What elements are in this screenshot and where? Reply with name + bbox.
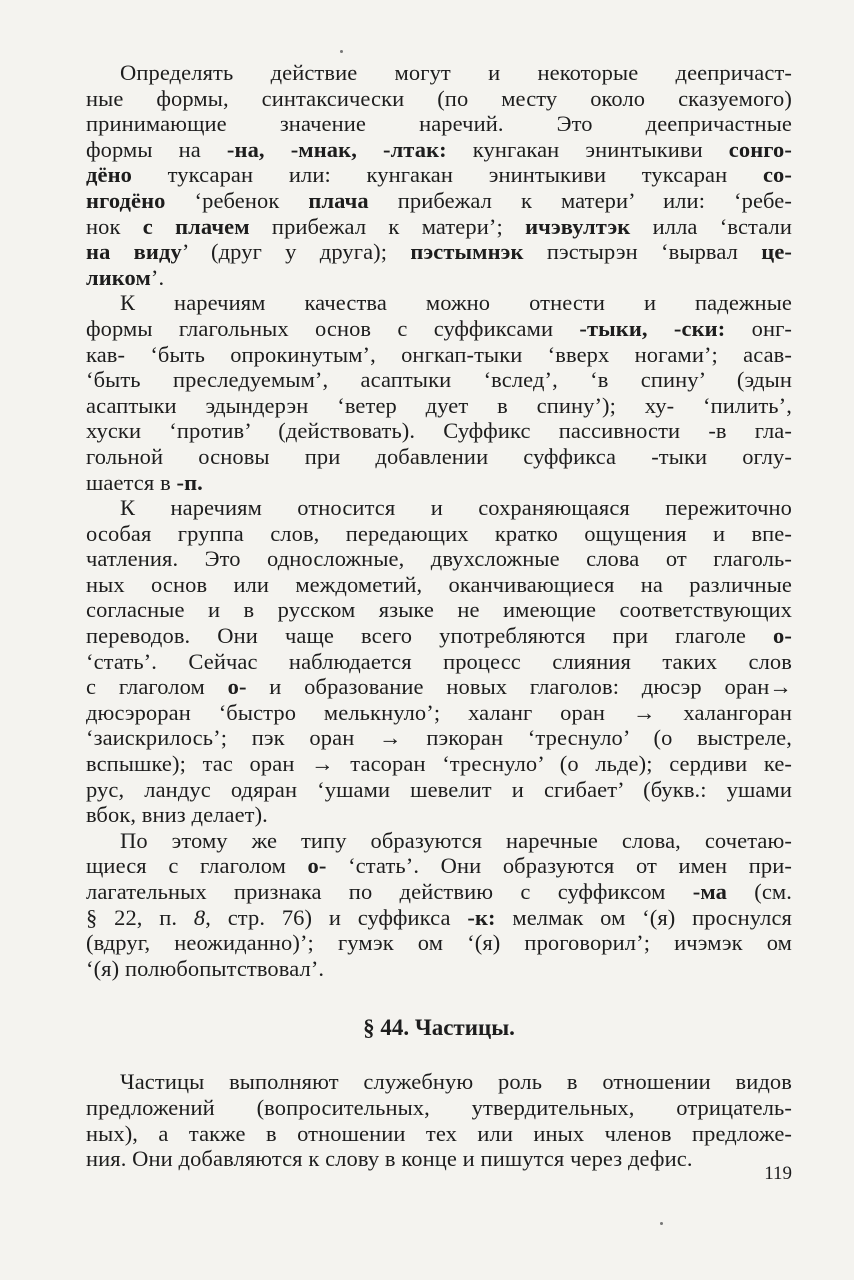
text-run: ’ (друг у друга); (181, 239, 411, 265)
text-run: предложений (вопросительных, утвердительных, отрицатель- (86, 1094, 792, 1120)
text-run: § 22, п. (86, 904, 194, 930)
text-line (86, 879, 792, 905)
text-run: ных основ или междометий, оканчивающиеся на различные (86, 571, 792, 597)
bold-term: с плачем (142, 213, 250, 239)
text-line (86, 674, 792, 700)
text-line (86, 1095, 792, 1121)
text-run: и образование новых глаголов: дюсэр оран→ (246, 674, 792, 700)
text-run: туксаран или: кунгакан энинтыкиви туксаран (131, 162, 763, 188)
print-speck (660, 1222, 663, 1225)
text-run: принимающие значение наречий. Это деепричастные (86, 111, 792, 137)
text-line (86, 137, 792, 163)
text-run: прибежал к матери’; (249, 213, 526, 239)
text-line (86, 1069, 792, 1095)
text-line (86, 470, 792, 496)
text-run: , стр. 76) и суффикса (205, 904, 468, 930)
document-page (86, 60, 792, 1172)
text-run: асаптыки эдындерэн ‘ветер дует в спину’); ху- ‘пилить’, (86, 392, 792, 418)
text-run: кав- ‘быть опрокинутым’, онгкап-тыки ‘вверх ногами’; асав- (86, 341, 792, 367)
paragraph (86, 495, 792, 828)
text-run: вспышке); тас оран → тасоран ‘треснуло’ (о льде); сердиви ке- (86, 751, 792, 777)
bold-term: о- (773, 623, 792, 649)
text-line (86, 905, 792, 931)
text-line (86, 265, 792, 291)
bold-term: со- (762, 162, 792, 188)
bold-term: о- (307, 853, 327, 879)
text-line (86, 546, 792, 572)
text-run: (см. (726, 879, 792, 904)
page-number: 119 (764, 1163, 792, 1184)
text-run: К наречиям относится и сохраняющаяся пережиточно (120, 495, 792, 521)
text-run: По этому же типу образуются наречные слова, сочетаю- (120, 827, 792, 853)
text-run: пэстырэн ‘вырвал (523, 239, 762, 265)
bold-term: на виду (86, 239, 182, 265)
text-run: с глаголом (86, 674, 228, 700)
text-run: чатления. Это односложные, двухсложные слова от глаголь- (86, 546, 792, 572)
text-run: ‘стать’. Они образуются от имен при- (326, 853, 792, 879)
bold-term: сонго- (728, 136, 792, 162)
text-line (86, 956, 792, 982)
text-line (86, 828, 792, 854)
text-run: особая группа слов, передающих кратко ощущения и впе- (86, 520, 792, 546)
text-line (86, 777, 792, 803)
text-line (86, 521, 792, 547)
text-line (86, 1146, 792, 1172)
text-run: ния. Они добавляются к слову в конце и пишутся через дефис. (86, 1146, 693, 1172)
text-run: (вдруг, неожиданно)’; гумэк ом ‘(я) проговорил’; ичэмэк ом (86, 930, 792, 956)
text-run: кунгакан энинтыкиви (446, 136, 729, 162)
bold-term: нгодёно (86, 187, 166, 213)
text-run: рус, ландус одяран ‘ушами шевелит и сгибает’ (букв.: ушами (86, 776, 792, 802)
text-line (86, 367, 792, 393)
paragraph (86, 60, 792, 290)
text-run: мелмак ом ‘(я) проснулся (495, 904, 792, 930)
bold-term: -тыки, -ски: (579, 315, 726, 341)
paragraph (86, 290, 792, 495)
text-run: Частицы выполняют служебную роль в отношении видов (120, 1069, 792, 1095)
text-line (86, 751, 792, 777)
italic-term: 8 (193, 904, 206, 930)
paragraph (86, 828, 792, 982)
text-run: согласные и в русском языке не имеющие соответствующих (86, 597, 792, 623)
text-line (86, 342, 792, 368)
text-run: щиеся с глаголом (86, 853, 308, 879)
text-run: ‘быть преследуемым’, асаптыки ‘вслед’, ‘в спину’ (эдын (86, 367, 792, 393)
print-speck (340, 50, 343, 53)
text-run: формы на (86, 136, 227, 162)
text-run: К наречиям качества можно отнести и падежные (120, 290, 792, 316)
text-line (86, 623, 792, 649)
text-run: Определять действие могут и некоторые деепричаст- (120, 60, 792, 85)
bold-term: пэстымнэк (410, 239, 524, 265)
bold-term: -к: (467, 904, 496, 930)
text-run: ‘(я) полюбопытствовал’. (86, 955, 325, 981)
text-line (86, 111, 792, 137)
text-run: вбок, вниз делает). (86, 802, 268, 828)
text-run: ‘ребенок (165, 187, 309, 213)
text-line (86, 649, 792, 675)
text-line (86, 597, 792, 623)
text-run: илла ‘встали (630, 213, 792, 239)
text-line (86, 700, 792, 726)
text-line (86, 1121, 792, 1147)
text-line (86, 214, 792, 240)
text-run: ‘стать’. Сейчас наблюдается процесс слияния таких слов (86, 648, 792, 674)
text-run: ’. (150, 264, 165, 290)
paragraph (86, 1069, 792, 1171)
text-line (86, 930, 792, 956)
bold-term: дёно (86, 162, 132, 188)
text-run: формы глагольных основ с суффиксами (86, 315, 580, 341)
text-line (86, 86, 792, 112)
text-run: хуски ‘против’ (действовать). Суффикс пассивности -в гла- (86, 418, 792, 444)
text-line (86, 60, 792, 86)
text-run: ‘заискрилось’; пэк оран → пэкоран ‘треснуло’ (о выстреле, (86, 725, 792, 751)
text-run: лагательных признака по действию с суффиксом (86, 879, 693, 904)
text-line (86, 393, 792, 419)
bold-term: плача (308, 187, 369, 213)
text-run: онг- (725, 315, 793, 341)
bold-term: ликом (86, 264, 151, 290)
section-heading: § 44. Частицы. (363, 1015, 515, 1041)
bold-term: о- (227, 674, 247, 700)
text-line (86, 290, 792, 316)
text-run: переводов. Они чаще всего употребляются при глаголе (86, 623, 774, 649)
bold-term: ичэвултэк (525, 213, 631, 239)
text-run: гольной основы при добавлении суффикса -тыки оглу- (86, 443, 792, 469)
text-line (86, 188, 792, 214)
text-run: ные формы, синтаксически (по месту около сказуемого) (86, 85, 792, 111)
bold-term: -на, -мнак, -лтак: (226, 136, 447, 162)
text-line (86, 444, 792, 470)
text-line (86, 418, 792, 444)
text-line (86, 802, 792, 828)
bold-term: -п. (176, 469, 203, 495)
text-run: шается в (86, 469, 177, 495)
bold-term: -ма (692, 879, 727, 904)
text-run: ных), а также в отношении тех или иных членов предложе- (86, 1120, 792, 1146)
text-line (86, 316, 792, 342)
text-run: нок (86, 213, 143, 239)
text-line (86, 495, 792, 521)
text-run: дюсэроран ‘быстро мелькнуло’; халанг оран → халангоран (86, 699, 792, 725)
text-line (86, 853, 792, 879)
text-line (86, 162, 792, 188)
text-line (86, 572, 792, 598)
text-line (86, 239, 792, 265)
text-run: прибежал к матери’ или: ‘ребе- (368, 187, 792, 213)
text-line (86, 725, 792, 751)
bold-term: це- (761, 239, 792, 265)
